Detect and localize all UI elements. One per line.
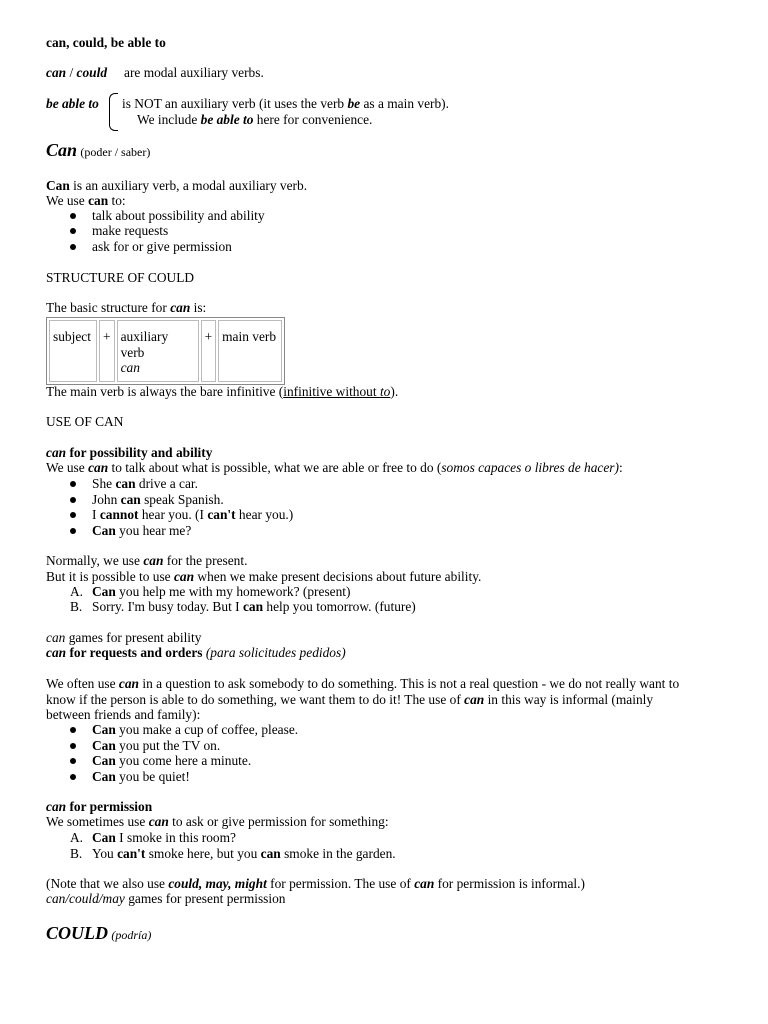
text-part-bold: Can bbox=[92, 753, 116, 768]
text-part: But it is possible to use bbox=[46, 569, 174, 584]
bare-infinitive-line bbox=[46, 384, 398, 400]
note-line bbox=[46, 876, 585, 892]
requests-subheading bbox=[46, 645, 346, 661]
list-item bbox=[92, 846, 396, 862]
list-label: A. bbox=[70, 830, 84, 845]
text-part-bold: cannot bbox=[99, 507, 139, 522]
text-part-emph: can bbox=[46, 445, 67, 460]
text-part: you help me with my homework? (present) bbox=[115, 584, 351, 599]
use-heading: USE OF CAN bbox=[46, 414, 124, 429]
text-part: is: bbox=[190, 300, 207, 315]
brace-icon bbox=[109, 93, 118, 131]
text-part-emph: could, may, might bbox=[168, 876, 267, 891]
text-part: smoke in the garden. bbox=[280, 846, 396, 861]
text-part: help you tomorrow. (future) bbox=[263, 599, 416, 614]
text-part: You bbox=[92, 846, 118, 861]
text-part: hear you. (I bbox=[138, 507, 208, 522]
text-part: you come here a minute. bbox=[115, 753, 252, 768]
text-part-emph: can bbox=[88, 460, 109, 475]
text-part: infinitive without bbox=[283, 384, 380, 399]
list-item bbox=[92, 492, 224, 508]
text-part: to ask or give permission for something: bbox=[168, 814, 389, 829]
text-part-italic: can bbox=[46, 630, 66, 645]
aux-line: can bbox=[120, 360, 140, 375]
permission-subheading bbox=[46, 799, 152, 815]
text-part: is NOT an auxiliary verb (it uses the verb bbox=[122, 96, 348, 111]
text-part-bold: Can bbox=[46, 178, 70, 193]
text-part: drive a car. bbox=[135, 476, 198, 491]
bullet-icon bbox=[70, 727, 76, 733]
text-part: We sometimes use bbox=[46, 814, 149, 829]
list-item bbox=[92, 722, 298, 738]
text-part: games for present permission bbox=[124, 891, 286, 906]
could-heading-text: COULD bbox=[46, 923, 108, 943]
list-item bbox=[92, 830, 236, 846]
modal-desc: are modal auxiliary verbs. bbox=[124, 65, 264, 80]
text-part-emph: can bbox=[46, 799, 67, 814]
list-item bbox=[92, 507, 293, 523]
text-part: I bbox=[92, 507, 100, 522]
text-part: John bbox=[92, 492, 121, 507]
list-item bbox=[92, 476, 198, 492]
can-intro bbox=[46, 178, 307, 194]
text-part-bold: for requests and orders bbox=[66, 645, 206, 660]
text-part-emph: can bbox=[414, 876, 435, 891]
list-item: ask for or give permission bbox=[92, 239, 232, 254]
could-heading-note: (podría) bbox=[111, 928, 152, 942]
text-part-emph: can bbox=[46, 645, 67, 660]
text-part: (Note that we also use bbox=[46, 876, 169, 891]
normally-line bbox=[46, 553, 247, 569]
be-able-to-label: be able to bbox=[46, 96, 99, 111]
bullet-icon bbox=[70, 774, 76, 780]
text-part-bold: can bbox=[88, 193, 109, 208]
ccm-line bbox=[46, 891, 286, 907]
possibility-desc bbox=[46, 460, 623, 476]
bullet-icon bbox=[70, 743, 76, 749]
can-use-intro bbox=[46, 193, 126, 209]
structure-heading: STRUCTURE OF COULD bbox=[46, 270, 195, 285]
but-line bbox=[46, 569, 481, 585]
bullet-icon bbox=[70, 512, 76, 518]
bullet-icon bbox=[70, 481, 76, 487]
list-label: B. bbox=[70, 599, 83, 614]
text-part: you hear me? bbox=[115, 523, 192, 538]
be-able-to-line1 bbox=[122, 96, 449, 112]
text-part: We include bbox=[137, 112, 201, 127]
text-part-bold: Can bbox=[92, 523, 116, 538]
text-part-bold: Can bbox=[92, 584, 116, 599]
bullet-icon bbox=[70, 244, 76, 250]
text-part: : bbox=[618, 460, 623, 475]
text-part-emph: can bbox=[143, 553, 164, 568]
aux-line: verb bbox=[120, 344, 145, 360]
text-part: you be quiet! bbox=[115, 769, 190, 784]
text-part: in a question to ask somebody to do something. This is not a real question - we do not really want to bbox=[139, 676, 680, 691]
text-part: Normally, we use bbox=[46, 553, 144, 568]
bullet-icon bbox=[70, 758, 76, 764]
text-part-bold: for permission bbox=[66, 799, 153, 814]
text-part: in this way is informal (mainly bbox=[484, 692, 654, 707]
text-part: smoke here, but you bbox=[145, 846, 261, 861]
text-part-bold: can bbox=[242, 599, 264, 614]
text-part-emph: can bbox=[170, 300, 191, 315]
text-part: to talk about what is possible, what we are able or free to do ( bbox=[108, 460, 442, 475]
list-item bbox=[92, 753, 251, 769]
modal-separator: / bbox=[66, 65, 77, 80]
text-part-emph: be bbox=[347, 96, 361, 111]
text-part-emph: can bbox=[148, 814, 169, 829]
text-part: you make a cup of coffee, please. bbox=[115, 722, 299, 737]
bullet-icon bbox=[70, 228, 76, 234]
bare-infinitive-link[interactable] bbox=[283, 384, 390, 399]
text-part: when we make present decisions about future ability. bbox=[194, 569, 482, 584]
table-cell-plus: + bbox=[99, 320, 115, 382]
text-part: We often use bbox=[46, 676, 119, 691]
be-able-to-line2 bbox=[137, 112, 372, 128]
text-part: We use bbox=[46, 193, 89, 208]
list-item: talk about possibility and ability bbox=[92, 208, 265, 223]
modal-line bbox=[46, 65, 107, 81]
text-part-bold: for possibility and ability bbox=[66, 445, 213, 460]
can-heading-note: (poder / saber) bbox=[80, 145, 151, 159]
list-item: make requests bbox=[92, 223, 169, 238]
table-row bbox=[49, 320, 282, 382]
text-part-italic: can/could/may bbox=[46, 891, 125, 906]
text-part-bold: Can bbox=[92, 769, 116, 784]
text-part: for the present. bbox=[163, 553, 248, 568]
possibility-subheading bbox=[46, 445, 212, 461]
basic-structure-line bbox=[46, 300, 206, 316]
games-line bbox=[46, 630, 201, 646]
table-cell-plus: + bbox=[201, 320, 217, 382]
modal-term-could: could bbox=[76, 65, 108, 80]
often-line-1 bbox=[46, 676, 679, 692]
often-line-2 bbox=[46, 692, 653, 708]
text-part-bold: can bbox=[120, 492, 141, 507]
document-title: can, could, be able to bbox=[46, 35, 166, 50]
list-item bbox=[92, 769, 190, 785]
text-part: as a main verb). bbox=[360, 96, 449, 111]
list-item bbox=[92, 584, 350, 600]
text-part: Sorry. I'm busy today. But I bbox=[92, 599, 243, 614]
text-part: here for convenience. bbox=[253, 112, 373, 127]
list-item bbox=[92, 599, 416, 615]
text-part: She bbox=[92, 476, 116, 491]
text-part: speak Spanish. bbox=[140, 492, 224, 507]
list-label: A. bbox=[70, 584, 84, 599]
list-item bbox=[92, 738, 220, 754]
text-part: The basic structure for bbox=[46, 300, 171, 315]
text-part: We use bbox=[46, 460, 89, 475]
often-line-3: between friends and family): bbox=[46, 707, 201, 722]
text-part-bold: Can bbox=[92, 722, 116, 737]
text-part-bold: can't bbox=[117, 846, 146, 861]
bullet-icon bbox=[70, 497, 76, 503]
text-part: hear you.) bbox=[235, 507, 294, 522]
permission-desc bbox=[46, 814, 389, 830]
text-part-bold: Can bbox=[92, 738, 116, 753]
table-cell-subject: subject bbox=[49, 320, 97, 382]
text-part-bold: Can bbox=[92, 830, 116, 845]
can-heading-text: Can bbox=[46, 140, 78, 160]
text-part-emph: can bbox=[118, 676, 140, 691]
table-cell-auxiliary bbox=[117, 320, 199, 382]
text-part: I smoke in this room? bbox=[115, 830, 236, 845]
text-part: for permission is informal.) bbox=[434, 876, 585, 891]
can-heading bbox=[46, 140, 151, 161]
text-part: to: bbox=[108, 193, 126, 208]
modal-term-can: can bbox=[46, 65, 67, 80]
aux-line: auxiliary bbox=[120, 329, 169, 344]
text-part: you put the TV on. bbox=[115, 738, 221, 753]
text-part-emph: to bbox=[379, 384, 391, 399]
text-part: The main verb is always the bare infinitive ( bbox=[46, 384, 284, 399]
text-part: ). bbox=[390, 384, 399, 399]
text-part: games for present ability bbox=[65, 630, 202, 645]
text-part-bold: can bbox=[260, 846, 281, 861]
text-part-italic: somos capaces o libres de hacer) bbox=[441, 460, 619, 475]
bullet-icon bbox=[70, 213, 76, 219]
text-part-emph: can bbox=[464, 692, 485, 707]
text-part: for permission. The use of bbox=[266, 876, 415, 891]
text-part-italic: (para solicitudes pedidos) bbox=[205, 645, 346, 660]
bullet-icon bbox=[70, 528, 76, 534]
text-part: know if the person is able to do something, we want them to do it! The use of bbox=[46, 692, 465, 707]
list-label: B. bbox=[70, 846, 83, 861]
text-part-emph: be able to bbox=[200, 112, 254, 127]
text-part-emph: can bbox=[173, 569, 195, 584]
text-part-bold: can bbox=[115, 476, 136, 491]
text-part-bold: can't bbox=[207, 507, 236, 522]
table-cell-main-verb: main verb bbox=[218, 320, 282, 382]
structure-table bbox=[46, 317, 285, 385]
could-heading bbox=[46, 923, 152, 944]
list-item bbox=[92, 523, 191, 539]
text-part: is an auxiliary verb, a modal auxiliary verb. bbox=[69, 178, 308, 193]
